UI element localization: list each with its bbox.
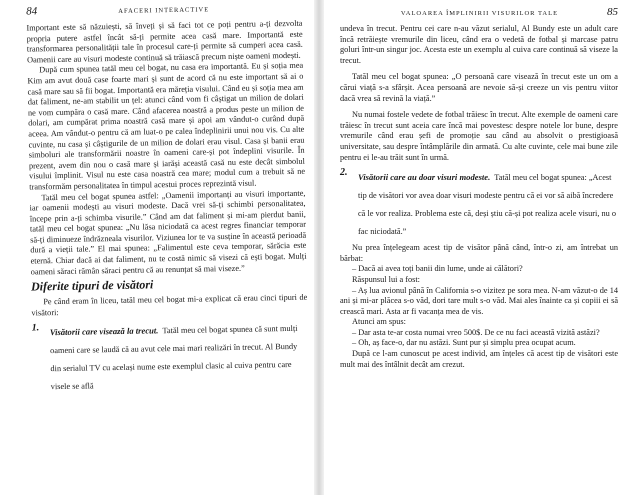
- list-item-text: Tatăl meu cel bogat spunea: „Acest tip de visători vor avea doar visuri modeste pentru că ei vor să aibă încredere că le vor realiza. Problema este că, deși știu că-și pot realiza acele visuri, nu o fac niciodată.”: [358, 173, 617, 237]
- list-item: [340, 167, 618, 239]
- paragraph: Tatăl meu cel bogat spunea: „O persoană care visează în trecut este un om a cărui viață s-a sfârșit. Acea persoană are nevoie să-și creeze un vis pentru viitor dacă vrea să revină la viață.”: [340, 72, 618, 103]
- dialogue-line: – Dar asta te-ar costa numai vreo 500$. De ce nu faci această vizită astăzi?: [352, 327, 600, 337]
- right-page-header: [340, 6, 618, 24]
- list-item-number: 1.: [31, 322, 40, 334]
- paragraph: După cum spunea tatăl meu cel bogat, nu casa era importantă. Eu și soția mea Kim am avut două case foarte mari și sunt de acord că nu este important să ai o casă mare sau să fii bogat. Importantă era măreția visului. Când eu și soția mea am dat faliment, ne-am stabilit un țel: atunci când vom fi câștigat un milion de dolari ne vom cumpăra o casă mare. Când afacerea noastră a produs peste un milion de dolari, am cumpărat prima noastră casă mare și apoi am vândut-o curând după aceea. Am vândut-o pentru că am luat-o pe calea îndeplinirii unui nou vis. Cu alte cuvinte, nu casa și câștigurile de un milion de dolari erau visul. Casa și banii erau simboluri ale transformării noastre în oameni care-și pot îndeplini visurile. În prezent, avem din nou o casă mare și iarăși această casă nu este decât simbolul visului împlinit. Visul nu este casa noastră cea mare; modul cum a trebuit să ne transformăm personalitatea în timpul acestui proces reprezintă visul.: [27, 61, 306, 192]
- right-page: [322, 0, 638, 495]
- list-item-title: Visătorii care visează la trecut.: [49, 325, 159, 338]
- paragraph: undeva în trecut. Pentru cei care n-au văzut serialul, Al Bundy este un adult care încă retrăiește vremurile din liceu, când era o vedetă de fotbal și marcase patru goluri într-un singur joc. Acesta este un exemplu al cuiva care continuă să viseze la trecut.: [340, 24, 618, 65]
- dialogue-line: – Oh, aș face-o, dar nu astăzi. Sunt pur și simplu prea ocupat acum.: [352, 338, 576, 348]
- section-heading: Diferite tipuri de visători: [30, 277, 154, 294]
- paragraph: Important este să năzuiești, să înveți și să faci tot ce poți pentru a-ți dezvolta propria putere astfel încât să-ți permite acea casă mare. Importantă este transformarea personalității tale în procesul care-ți permite să cumperi acea casă. Oamenii care au visuri modeste continuă să trăiască precum niște oameni modești.: [26, 18, 303, 65]
- dialogue-line: – Aș lua avionul până în California s-o vizitez pe sora mea. N-am văzut-o de 14 ani și mi-ar plăcea s-o văd, dori tare mult s-o văd. Mai ales înainte ca și copiii ei să crească mari. Asta ar fi vacanța mea de vis.: [340, 285, 618, 316]
- page-number-left: 84: [26, 5, 38, 18]
- paragraph: Nu numai fostele vedete de fotbal trăiesc în trecut. Alte exemple de oameni care trăiesc în trecut sunt aceia care încă mai povestesc despre notele lor bune, despre vremurile când erau șefi de promoție sau când au absolvit o prestigioasă universitate, sau despre întâmplările din armată. Cu alte cuvinte, cele mai bune zile pentru ei le-au trăit sunt în urmă.: [340, 110, 618, 162]
- paragraph: Pe când eram în liceu, tatăl meu cel bogat mi-a explicat că erau cinci tipuri de visători:: [31, 292, 308, 318]
- paragraph: Tatăl meu cel bogat spunea astfel: „Oamenii importanți au visuri importante, iar oamenii modești au visuri modeste. Dacă vrei să-ți schimbi personalitatea, începe prin a-ți schimba visurile.” Când am dat faliment și mi-am pierdut banii, tatăl meu cel bogat spunea: „Nu lăsa niciodată ca acest regres financiar temporar să-ți diminueze îndrăzneala visurilor. Viziunea lor te va susține în această perioadă dură a vieții tale.” El mai spunea: „Falimentul este ceva temporar, sărăcia este eternă. Chiar dacă ai dat faliment, nu te costă nimic să visezi că ești bogat. Mulți oameni săraci rămân săraci pentru că au renunțat să mai viseze.”: [29, 188, 307, 277]
- page-number-right: 85: [606, 6, 618, 18]
- paragraph: Atunci am spus:: [352, 317, 406, 327]
- paragraph: Răspunsul lui a fost:: [352, 274, 420, 284]
- paragraph: După ce l-am cunoscut pe acest individ, am înțeles că acest tip de visători este mult mai des întâlnit decât am crezut.: [340, 349, 618, 369]
- paragraph: Nu prea înțelegeam acest tip de visător până când, într-o zi, am întrebat un bărbat:: [340, 243, 618, 263]
- running-head-left: AFACERI INTERACTIVE: [118, 6, 210, 15]
- list-item-number: 2.: [340, 167, 348, 179]
- dialogue-line: – Dacă ai avea toți banii din lume, unde ai călători?: [352, 264, 523, 274]
- list-item-title: Visătorii care au doar visuri modeste.: [358, 172, 491, 183]
- list-item-text: Tatăl meu cel bogat spunea că sunt mulți oameni care se laudă că au avut cele mai mari realizări în trecut. Al Bundy din serialul TV cu același nume este exemplul clasic al cuiva pentru care visele se află: [50, 324, 298, 392]
- running-head-right: VALOAREA ÎMPLINIRII VISURILOR TALE: [400, 10, 559, 17]
- list-item: [32, 318, 309, 395]
